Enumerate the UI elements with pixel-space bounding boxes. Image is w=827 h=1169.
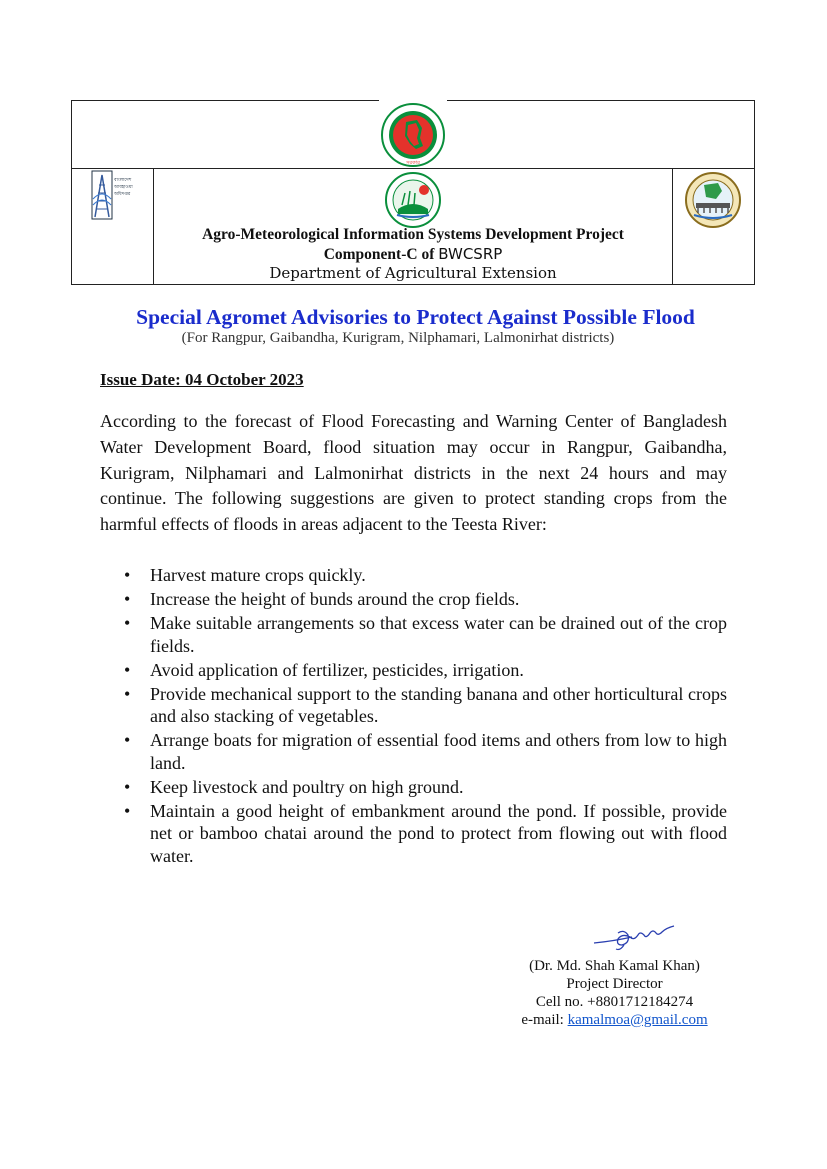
list-item — [100, 729, 727, 774]
header-component-prefix: Component-C of — [323, 246, 439, 263]
header-box — [71, 100, 755, 285]
page-subtitle: (For Rangpur, Gaibandha, Kurigram, Nilphamari, Lalmonirhat districts) — [181, 330, 615, 346]
signatory-cell: Cell no. +8801712184274 — [535, 993, 694, 1010]
bullet-icon: • — [124, 565, 131, 585]
list-item — [100, 683, 727, 728]
list-item-text: Harvest mature crops quickly. — [150, 565, 366, 585]
header-project-code: BWCSRP — [438, 245, 503, 263]
signatory-email-line — [500, 1012, 729, 1030]
bullet-icon: • — [124, 800, 131, 821]
svg-text:সরকার: সরকার — [406, 160, 420, 166]
bmd-logo-icon — [90, 169, 134, 223]
page-title: Special Agromet Advisories to Protect Against Possible Flood — [136, 305, 695, 329]
intro-paragraph: According to the forecast of Flood Forecasting and Warning Center of Bangladesh Water Development Board, flood situation may occur in Rangpur, Gaibandha, Kurigram, Nilphamari and Lalmonirhat districts in the next 24 hours and may continue. The following suggestions are given to protect standing crops from the harmful effects of floods in areas adjacent to the Teesta River: — [100, 411, 727, 535]
header-project-title: Agro-Meteorological Information Systems Development Project — [202, 226, 624, 243]
bullet-icon: • — [124, 776, 131, 797]
svg-text:বাংলাদেশ: বাংলাদেশ — [114, 178, 132, 183]
list-item — [100, 612, 727, 657]
list-item — [100, 800, 727, 868]
list-item — [100, 776, 727, 799]
header-department: Department of Agricultural Extension — [269, 264, 557, 282]
svg-text:অধিদপ্তর: অধিদপ্তর — [114, 192, 131, 197]
svg-text:আবহাওয়া: আবহাওয়া — [114, 185, 133, 190]
signature-image — [590, 915, 690, 959]
bullet-icon: • — [124, 589, 131, 609]
list-item-text: Increase the height of bunds around the crop fields. — [150, 589, 520, 609]
bwdb-logo-icon — [684, 171, 742, 229]
bullet-icon: • — [124, 683, 131, 704]
list-item-text: Make suitable arrangements so that excess water can be drained out of the crop fields. — [150, 613, 727, 656]
issue-date: Issue Date: 04 October 2023 — [100, 370, 304, 389]
list-item — [100, 588, 727, 611]
email-link[interactable]: kamalmoa@gmail.com — [567, 1011, 708, 1028]
header-divider — [72, 168, 754, 169]
bullet-icon: • — [124, 659, 131, 680]
bangladesh-government-emblem-icon — [379, 102, 447, 168]
signatory-name: (Dr. Md. Shah Kamal Khan) — [529, 958, 700, 974]
bullet-icon: • — [124, 613, 131, 633]
list-item-text: Provide mechanical support to the standing banana and other horticultural crops and also stacking of vegetables. — [150, 683, 727, 726]
list-item — [100, 659, 727, 682]
email-label: e-mail: — [521, 1011, 568, 1028]
header-right-divider — [672, 168, 673, 284]
list-item-text: Keep livestock and poultry on high ground. — [150, 776, 464, 797]
list-item-text: Maintain a good height of embankment around the pond. If possible, provide net or bamboo chatai around the pond to protect from flowing out with flood water. — [150, 800, 727, 866]
list-item — [100, 564, 727, 587]
signatory-block — [500, 958, 729, 1030]
advisory-list — [100, 564, 727, 869]
header-component — [154, 245, 672, 264]
signatory-designation: Project Director — [566, 975, 663, 992]
dae-logo-icon — [380, 171, 446, 229]
list-item-text: Arrange boats for migration of essential food items and others from low to high land. — [150, 730, 727, 773]
bullet-icon: • — [124, 730, 131, 750]
list-item-text: Avoid application of fertilizer, pesticides, irrigation. — [150, 659, 524, 680]
